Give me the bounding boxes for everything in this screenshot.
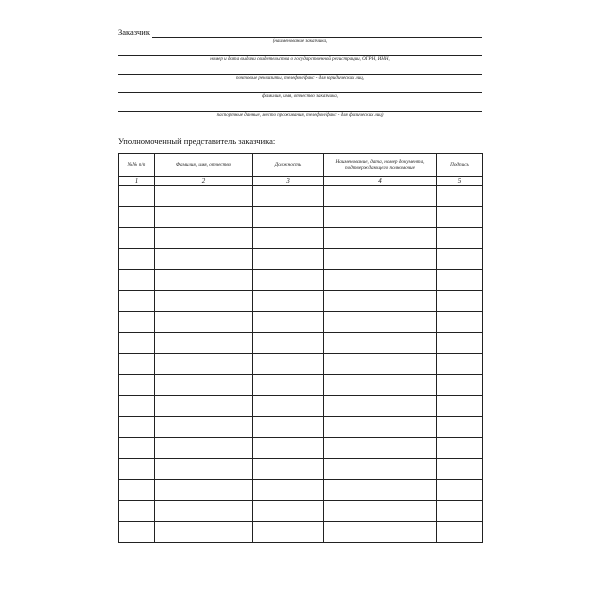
document-cell[interactable] (324, 333, 437, 354)
table-row (119, 354, 483, 375)
column-number-2: 2 (155, 177, 253, 186)
position-cell[interactable] (253, 312, 324, 333)
table-row (119, 522, 483, 543)
table-row (119, 270, 483, 291)
name-cell[interactable] (155, 207, 253, 228)
name-cell[interactable] (155, 270, 253, 291)
position-cell[interactable] (253, 417, 324, 438)
signature-cell[interactable] (437, 417, 483, 438)
position-cell[interactable] (253, 270, 324, 291)
signature-cell[interactable] (437, 207, 483, 228)
index-cell[interactable] (119, 249, 155, 270)
position-cell[interactable] (253, 228, 324, 249)
position-cell[interactable] (253, 375, 324, 396)
position-cell[interactable] (253, 438, 324, 459)
column-number-4: 4 (324, 177, 437, 186)
document-cell[interactable] (324, 375, 437, 396)
name-cell[interactable] (155, 291, 253, 312)
document-cell[interactable] (324, 249, 437, 270)
document-cell[interactable] (324, 480, 437, 501)
document-cell[interactable] (324, 522, 437, 543)
table-row (119, 312, 483, 333)
name-cell[interactable] (155, 417, 253, 438)
index-cell[interactable] (119, 375, 155, 396)
position-cell[interactable] (253, 459, 324, 480)
customer-caption-3: почтовые реквизиты, телефон/факс - для юридических лиц, (236, 76, 364, 81)
signature-cell[interactable] (437, 228, 483, 249)
table-row (119, 417, 483, 438)
table-row (119, 207, 483, 228)
representatives-title: Уполномоченный представитель заказчика: (118, 136, 276, 146)
name-cell[interactable] (155, 249, 253, 270)
name-cell[interactable] (155, 228, 253, 249)
table-row (119, 459, 483, 480)
registration-line[interactable] (118, 55, 482, 56)
signature-cell[interactable] (437, 186, 483, 207)
position-cell[interactable] (253, 501, 324, 522)
name-cell[interactable] (155, 333, 253, 354)
document-cell[interactable] (324, 459, 437, 480)
index-cell[interactable] (119, 417, 155, 438)
customer-name-line[interactable] (152, 37, 482, 38)
position-cell[interactable] (253, 333, 324, 354)
document-cell[interactable] (324, 501, 437, 522)
column-number-3: 3 (253, 177, 324, 186)
signature-cell[interactable] (437, 438, 483, 459)
name-cell[interactable] (155, 522, 253, 543)
column-header-name: Фамилия, имя, отчество (155, 154, 253, 177)
index-cell[interactable] (119, 207, 155, 228)
passport-details-line[interactable] (118, 111, 482, 112)
position-cell[interactable] (253, 396, 324, 417)
document-cell[interactable] (324, 228, 437, 249)
signature-cell[interactable] (437, 375, 483, 396)
document-cell[interactable] (324, 417, 437, 438)
position-cell[interactable] (253, 522, 324, 543)
index-cell[interactable] (119, 186, 155, 207)
name-cell[interactable] (155, 501, 253, 522)
column-number-1: 1 (119, 177, 155, 186)
column-header-index: №№ п/п (119, 154, 155, 177)
table-row (119, 438, 483, 459)
document-cell[interactable] (324, 312, 437, 333)
table-row (119, 396, 483, 417)
customer-fullname-line[interactable] (118, 92, 482, 93)
index-cell[interactable] (119, 333, 155, 354)
position-cell[interactable] (253, 354, 324, 375)
column-header-position: Должность (253, 154, 324, 177)
signature-cell[interactable] (437, 270, 483, 291)
position-cell[interactable] (253, 249, 324, 270)
table-row (119, 186, 483, 207)
document-cell[interactable] (324, 354, 437, 375)
signature-cell[interactable] (437, 249, 483, 270)
name-cell[interactable] (155, 480, 253, 501)
document-cell[interactable] (324, 396, 437, 417)
index-cell[interactable] (119, 354, 155, 375)
table-row (119, 291, 483, 312)
index-cell[interactable] (119, 312, 155, 333)
index-cell[interactable] (119, 438, 155, 459)
name-cell[interactable] (155, 438, 253, 459)
customer-caption-4: фамилия, имя, отчество заказчика, (262, 94, 338, 99)
column-header-document: Наименование, дата, номер документа, подтверждающего полномочие (324, 154, 437, 177)
customer-caption-5: паспортные данные, место проживания, телефон/факс - для физических лиц) (216, 113, 384, 118)
position-cell[interactable] (253, 291, 324, 312)
position-cell[interactable] (253, 207, 324, 228)
position-cell[interactable] (253, 480, 324, 501)
signature-cell[interactable] (437, 480, 483, 501)
customer-caption-1: (наименование заказчика, (272, 39, 328, 44)
name-cell[interactable] (155, 459, 253, 480)
signature-cell[interactable] (437, 291, 483, 312)
signature-cell[interactable] (437, 501, 483, 522)
name-cell[interactable] (155, 375, 253, 396)
name-cell[interactable] (155, 354, 253, 375)
name-cell[interactable] (155, 312, 253, 333)
index-cell[interactable] (119, 522, 155, 543)
signature-cell[interactable] (437, 354, 483, 375)
document-cell[interactable] (324, 186, 437, 207)
index-cell[interactable] (119, 459, 155, 480)
document-cell[interactable] (324, 291, 437, 312)
signature-cell[interactable] (437, 459, 483, 480)
customer-caption-2: номер и дата выдачи свидетельства о государственной регистрации, ОГРН, ИНН, (210, 57, 390, 62)
customer-label: Заказчик (118, 27, 150, 37)
name-cell[interactable] (155, 396, 253, 417)
index-cell[interactable] (119, 228, 155, 249)
document-cell[interactable] (324, 207, 437, 228)
table-row (119, 480, 483, 501)
index-cell[interactable] (119, 291, 155, 312)
postal-details-line[interactable] (118, 74, 482, 75)
index-cell[interactable] (119, 270, 155, 291)
signature-cell[interactable] (437, 522, 483, 543)
signature-cell[interactable] (437, 333, 483, 354)
table-row (119, 249, 483, 270)
document-cell[interactable] (324, 438, 437, 459)
index-cell[interactable] (119, 396, 155, 417)
signature-cell[interactable] (437, 396, 483, 417)
table-row (119, 333, 483, 354)
table-row (119, 501, 483, 522)
index-cell[interactable] (119, 480, 155, 501)
index-cell[interactable] (119, 501, 155, 522)
table-row (119, 375, 483, 396)
position-cell[interactable] (253, 186, 324, 207)
column-header-signature: Подпись (437, 154, 483, 177)
document-cell[interactable] (324, 270, 437, 291)
signature-cell[interactable] (437, 312, 483, 333)
representatives-table (118, 153, 483, 543)
name-cell[interactable] (155, 186, 253, 207)
table-row (119, 228, 483, 249)
column-number-5: 5 (437, 177, 483, 186)
